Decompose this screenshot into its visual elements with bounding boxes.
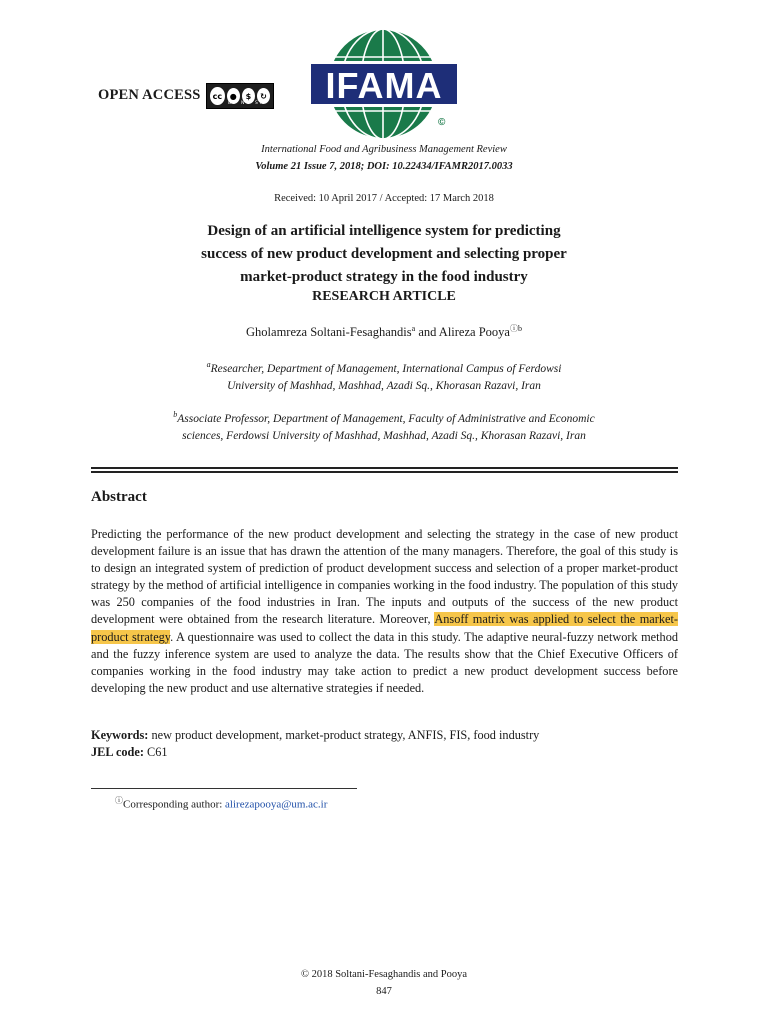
article-title xyxy=(150,220,618,289)
keywords-value: new product development, market-product strategy, ANFIS, FIS, food industry xyxy=(148,728,540,742)
affiliation-line: Researcher, Department of Management, International Campus of Ferdowsi xyxy=(210,362,562,375)
section-divider xyxy=(91,467,678,469)
footnote-label: Corresponding author: xyxy=(123,798,226,811)
author-separator: and xyxy=(415,325,439,340)
affiliation-line: sciences, Ferdowsi University of Mashhad, Mashhad, Azadi Sq., Khorasan Razavi, Iran xyxy=(182,429,586,442)
affiliation-line: Associate Professor, Department of Management, Faculty of Administrative and Economic xyxy=(177,412,595,425)
copyright-notice: © 2018 Soltani-Fesaghandis and Pooya xyxy=(300,969,468,980)
title-line: market-product strategy in the food industry xyxy=(240,269,528,285)
affiliation-mark: a xyxy=(206,360,211,369)
logo-wordmark: IFAMA xyxy=(325,65,443,106)
keywords-block xyxy=(91,727,678,761)
corresponding-author-footnote xyxy=(115,795,327,811)
cc-icon: cc xyxy=(210,87,225,105)
received-accepted-dates: Received: 10 April 2017 / Accepted: 17 March 2018 xyxy=(274,193,494,204)
author-list xyxy=(0,323,768,340)
highlighted-text[interactable]: Ansoff matrix was applied to select the market-product strategy xyxy=(91,612,678,644)
title-line: success of new product development and selecting proper xyxy=(201,246,567,262)
by-icon: ● xyxy=(227,88,240,104)
affiliation-a xyxy=(120,356,648,395)
affiliation-b xyxy=(120,406,648,445)
ifama-logo xyxy=(305,27,463,141)
author-affiliation-mark: a xyxy=(411,324,416,333)
keywords-label: Keywords: xyxy=(91,728,149,742)
author-email-link[interactable]: alirezapooya@um.ac.ir xyxy=(225,798,328,811)
author-affiliation-mark: ⓘb xyxy=(509,324,522,333)
abstract-text: Predicting the performance of the new product development and selecting the strategy in the case of new product development failure is an issue that has drawn the attention of the many managers. Therefore, the goal of this study is to design an integrated system of prediction of product development success and selection of a proper market-product strategy by the method of artificial intelligence in companies working in the food industry. The population of this study was 250 companies of the food industries in Iran. The inputs and outputs of the success of the new product development were obtained from the research literature. Moreover, xyxy=(91,527,678,627)
footnote-rule xyxy=(91,788,357,789)
sa-icon: ↻ xyxy=(257,88,270,104)
journal-name: International Food and Agribusiness Management Review xyxy=(261,144,507,155)
cc-license-labels: BY NC SA xyxy=(228,101,265,106)
journal-volume-doi: Volume 21 Issue 7, 2018; DOI: 10.22434/IFAMR2017.0033 xyxy=(255,161,513,172)
title-line: Design of an artificial intelligence system for predicting xyxy=(207,223,561,239)
article-type: RESEARCH ARTICLE xyxy=(312,289,456,304)
affiliation-line: University of Mashhad, Mashhad, Azadi Sq., Khorasan Razavi, Iran xyxy=(227,379,541,392)
abstract-text: . A questionnaire was used to collect the data in this study. The adaptive neural-fuzzy network method and the fuzzy inference system are used to analyze the data. The results show that the Chief Executive Officers of companies working in the food industry may take action to predict a new product development success before developing the new product and use alternative strategies if needed. xyxy=(91,629,678,695)
author-name: Alireza Pooya xyxy=(438,325,510,340)
abstract-body xyxy=(91,526,678,697)
open-access-label: OPEN ACCESS xyxy=(98,87,201,103)
author-name: Gholamreza Soltani-Fesaghandis xyxy=(246,325,412,340)
page-number: 847 xyxy=(376,986,392,997)
jel-code-label: JEL code: xyxy=(91,745,144,759)
orcid-icon: ⓘ xyxy=(115,796,123,805)
section-divider xyxy=(91,471,678,473)
affiliation-mark: b xyxy=(173,410,178,419)
logo-copyright-mark: © xyxy=(438,117,446,128)
abstract-heading: Abstract xyxy=(91,489,147,505)
jel-code-value: C61 xyxy=(143,745,168,759)
nc-icon: $ xyxy=(242,88,255,104)
